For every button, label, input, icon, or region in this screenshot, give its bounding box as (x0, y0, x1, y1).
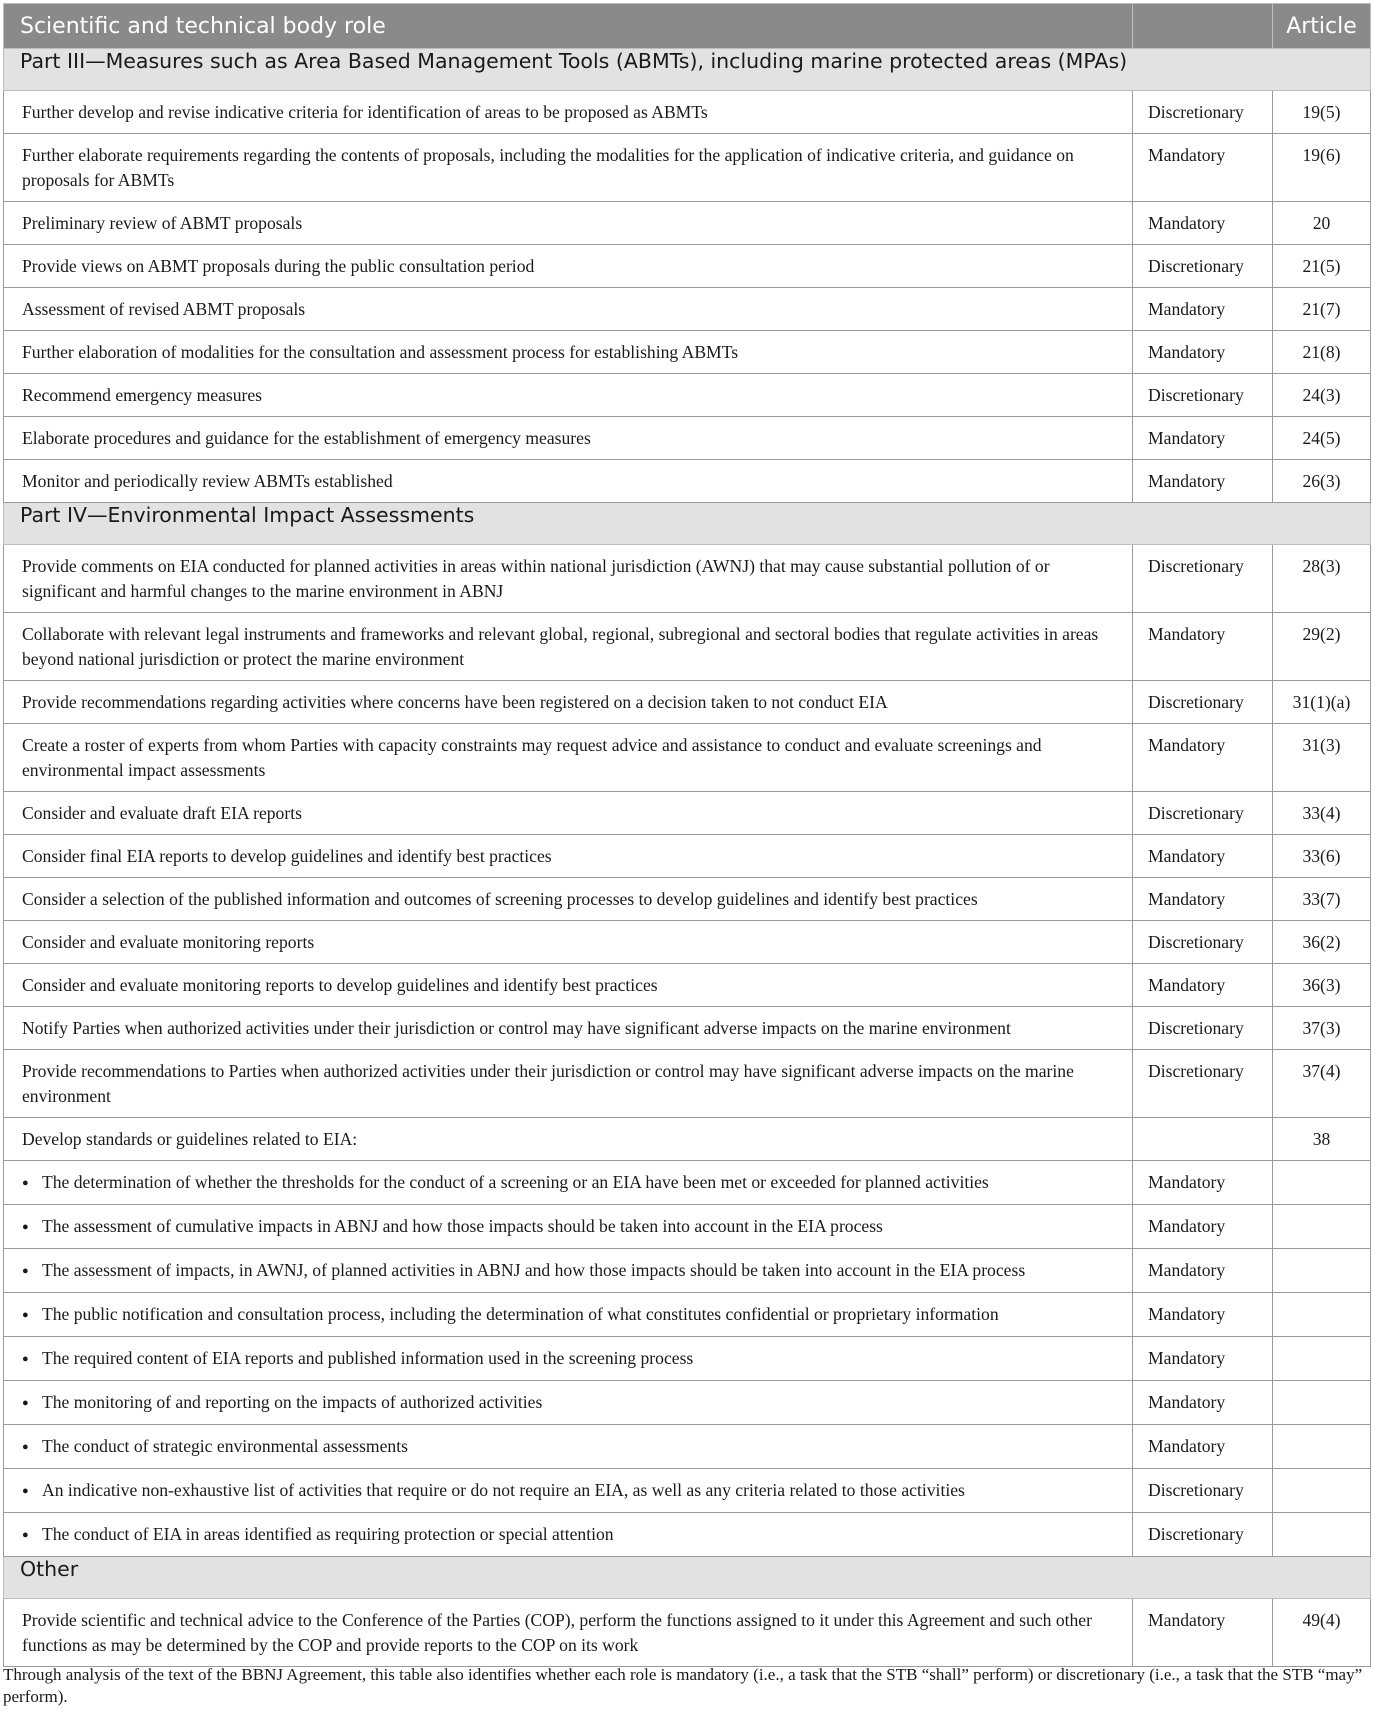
role-text: Provide scientific and technical advice to the Conference of the Parties (COP), perform the functions assigned to it under this Agreement and such other functions as may be determined by the COP and provide reports to the COP on its work (22, 1610, 1092, 1655)
role-cell (4, 374, 1133, 417)
role-text: Consider and evaluate monitoring reports to develop guidelines and identify best practices (22, 975, 658, 995)
role-type-cell: Discretionary (1133, 545, 1273, 613)
role-cell (4, 331, 1133, 374)
role-text: The monitoring of and reporting on the impacts of authorized activities (42, 1392, 543, 1412)
role-text: Preliminary review of ABMT proposals (22, 213, 303, 233)
article-cell: 21(7) (1273, 288, 1371, 331)
role-type-cell: Mandatory (1133, 202, 1273, 245)
section-title: Part IV—Environmental Impact Assessments (4, 503, 1371, 545)
role-cell (4, 1205, 1133, 1249)
header-type (1133, 4, 1273, 49)
role-cell (4, 134, 1133, 202)
role-text: Consider final EIA reports to develop guidelines and identify best practices (22, 846, 552, 866)
role-text: Monitor and periodically review ABMTs established (22, 471, 393, 491)
section-title: Other (4, 1557, 1371, 1599)
table-row (4, 964, 1371, 1007)
role-text: The determination of whether the thresholds for the conduct of a screening or an EIA have been met or exceeded for planned activities (42, 1172, 989, 1192)
article-cell: 19(6) (1273, 134, 1371, 202)
role-cell (4, 1425, 1133, 1469)
bullet-icon: ● (22, 1353, 29, 1365)
table-row (4, 545, 1371, 613)
role-cell (4, 417, 1133, 460)
role-cell (4, 724, 1133, 792)
role-type-cell: Mandatory (1133, 835, 1273, 878)
role-cell (4, 1050, 1133, 1118)
table-row (4, 878, 1371, 921)
table-row (4, 1118, 1371, 1161)
role-type-cell: Discretionary (1133, 921, 1273, 964)
role-text: The assessment of cumulative impacts in ABNJ and how those impacts should be taken into account in the EIA process (42, 1216, 883, 1236)
role-text: Consider and evaluate draft EIA reports (22, 803, 302, 823)
article-cell: 24(5) (1273, 417, 1371, 460)
article-cell: 21(5) (1273, 245, 1371, 288)
table-row (4, 1050, 1371, 1118)
table-row (4, 1599, 1371, 1667)
role-text: An indicative non-exhaustive list of activities that require or do not require an EIA, as well as any criteria related to those activities (42, 1480, 965, 1500)
role-cell (4, 245, 1133, 288)
role-type-cell: Discretionary (1133, 1469, 1273, 1513)
role-type-cell: Discretionary (1133, 792, 1273, 835)
table-container (3, 3, 1370, 1667)
bullet-icon: ● (22, 1529, 29, 1541)
role-cell (4, 878, 1133, 921)
role-cell (4, 1007, 1133, 1050)
role-type-cell: Mandatory (1133, 331, 1273, 374)
role-type-cell: Discretionary (1133, 245, 1273, 288)
article-cell: 19(5) (1273, 91, 1371, 134)
table-row (4, 921, 1371, 964)
role-text: Provide recommendations to Parties when authorized activities under their jurisdiction or control may have significant adverse impacts on the marine environment (22, 1061, 1074, 1106)
role-cell (4, 681, 1133, 724)
role-type-cell: Mandatory (1133, 1599, 1273, 1667)
article-cell: 33(6) (1273, 835, 1371, 878)
role-type-cell: Mandatory (1133, 1293, 1273, 1337)
table-row (4, 417, 1371, 460)
article-cell: 36(2) (1273, 921, 1371, 964)
role-type-cell: Mandatory (1133, 134, 1273, 202)
role-cell (4, 202, 1133, 245)
article-cell: 38 (1273, 1118, 1371, 1161)
bullet-icon: ● (22, 1309, 29, 1321)
role-type-cell: Mandatory (1133, 460, 1273, 503)
article-cell: 20 (1273, 202, 1371, 245)
article-cell (1273, 1381, 1371, 1425)
table-row (4, 460, 1371, 503)
section-header-row (4, 49, 1371, 91)
table-row (4, 202, 1371, 245)
role-type-cell: Mandatory (1133, 1205, 1273, 1249)
role-text: Collaborate with relevant legal instruments and frameworks and relevant global, regional, subregional and sectoral bodies that regulate activities in areas beyond national jurisdiction or protect the marine environment (22, 624, 1099, 669)
article-cell (1273, 1469, 1371, 1513)
role-text: Further elaborate requirements regarding the contents of proposals, including the modalities for the application of indicative criteria, and guidance on proposals for ABMTs (22, 145, 1074, 190)
role-cell (4, 288, 1133, 331)
role-type-cell: Discretionary (1133, 1513, 1273, 1557)
role-cell (4, 1293, 1133, 1337)
bullet-icon: ● (22, 1177, 29, 1189)
role-text: The conduct of strategic environmental assessments (42, 1436, 408, 1456)
table-footnote: Through analysis of the text of the BBNJ Agreement, this table also identifies whether each role is mandatory (i.e., a task that the STB “shall” perform) or discretionary (i.e., a task that the STB “may” perform). (3, 1665, 1363, 1706)
table-row (4, 288, 1371, 331)
role-text: Notify Parties when authorized activities under their jurisdiction or control may have significant adverse impacts on the marine environment (22, 1018, 1011, 1038)
role-type-cell: Mandatory (1133, 1161, 1273, 1205)
role-cell (4, 1599, 1133, 1667)
role-text: Recommend emergency measures (22, 385, 263, 405)
role-type-cell: Mandatory (1133, 964, 1273, 1007)
table-row (4, 681, 1371, 724)
role-cell (4, 1118, 1133, 1161)
role-cell (4, 1381, 1133, 1425)
role-cell (4, 835, 1133, 878)
article-cell: 36(3) (1273, 964, 1371, 1007)
article-cell: 24(3) (1273, 374, 1371, 417)
role-type-cell: Discretionary (1133, 1050, 1273, 1118)
role-text: Further elaboration of modalities for the consultation and assessment process for establishing ABMTs (22, 342, 739, 362)
role-type-cell: Mandatory (1133, 1249, 1273, 1293)
role-cell (4, 964, 1133, 1007)
role-cell (4, 91, 1133, 134)
article-cell (1273, 1337, 1371, 1381)
role-cell (4, 1469, 1133, 1513)
article-cell (1273, 1249, 1371, 1293)
role-cell (4, 613, 1133, 681)
role-type-cell: Discretionary (1133, 681, 1273, 724)
role-text: Create a roster of experts from whom Parties with capacity constraints may request advice and assistance to conduct and evaluate screenings and environmental impact assessments (22, 735, 1042, 780)
bullet-icon: ● (22, 1485, 29, 1497)
table-row (4, 1425, 1371, 1469)
role-text: Further develop and revise indicative criteria for identification of areas to be proposed as ABMTs (22, 102, 708, 122)
role-text: Assessment of revised ABMT proposals (22, 299, 306, 319)
role-type-cell: Mandatory (1133, 1425, 1273, 1469)
role-text: Provide comments on EIA conducted for planned activities in areas within national jurisdiction (AWNJ) that may cause substantial pollution of or significant and harmful changes to the marine environment in ABNJ (22, 556, 1050, 601)
role-text: Develop standards or guidelines related to EIA: (22, 1129, 358, 1149)
article-cell (1273, 1513, 1371, 1557)
article-cell: 33(7) (1273, 878, 1371, 921)
table-row (4, 835, 1371, 878)
article-cell: 49(4) (1273, 1599, 1371, 1667)
table-row (4, 1205, 1371, 1249)
article-cell (1273, 1205, 1371, 1249)
role-type-cell: Mandatory (1133, 613, 1273, 681)
role-type-cell: Discretionary (1133, 1007, 1273, 1050)
role-type-cell: Mandatory (1133, 724, 1273, 792)
article-cell: 28(3) (1273, 545, 1371, 613)
role-text: Provide recommendations regarding activities where concerns have been registered on a decision taken to not conduct EIA (22, 692, 888, 712)
article-cell: 21(8) (1273, 331, 1371, 374)
role-text: The conduct of EIA in areas identified as requiring protection or special attention (42, 1524, 614, 1544)
role-type-cell: Mandatory (1133, 1337, 1273, 1381)
role-cell (4, 545, 1133, 613)
section-title: Part III—Measures such as Area Based Management Tools (ABMTs), including marine protected areas (MPAs) (4, 49, 1371, 91)
role-cell (4, 460, 1133, 503)
table-body (4, 49, 1371, 1667)
section-header-row (4, 503, 1371, 545)
role-text: Consider a selection of the published information and outcomes of screening processes to develop guidelines and identify best practices (22, 889, 978, 909)
table-row (4, 792, 1371, 835)
table-row (4, 724, 1371, 792)
role-cell (4, 1337, 1133, 1381)
table-row (4, 374, 1371, 417)
role-type-cell: Discretionary (1133, 374, 1273, 417)
role-type-cell: Discretionary (1133, 91, 1273, 134)
table-row (4, 1007, 1371, 1050)
header-role: Scientific and technical body role (4, 4, 1133, 49)
role-text: Elaborate procedures and guidance for the establishment of emergency measures (22, 428, 591, 448)
role-type-cell (1133, 1118, 1273, 1161)
table-row (4, 1513, 1371, 1557)
header-row (4, 4, 1371, 49)
table-row (4, 331, 1371, 374)
article-cell: 26(3) (1273, 460, 1371, 503)
table-row (4, 1293, 1371, 1337)
bullet-icon: ● (22, 1221, 29, 1233)
table-row (4, 1381, 1371, 1425)
role-cell (4, 1513, 1133, 1557)
role-type-cell: Mandatory (1133, 878, 1273, 921)
role-cell (4, 1161, 1133, 1205)
role-type-cell: Mandatory (1133, 1381, 1273, 1425)
article-cell (1273, 1293, 1371, 1337)
table-row (4, 1161, 1371, 1205)
bullet-icon: ● (22, 1441, 29, 1453)
article-cell: 31(3) (1273, 724, 1371, 792)
header-article: Article (1273, 4, 1371, 49)
table-row (4, 1249, 1371, 1293)
role-type-cell: Mandatory (1133, 417, 1273, 460)
role-cell (4, 921, 1133, 964)
article-cell: 29(2) (1273, 613, 1371, 681)
article-cell (1273, 1161, 1371, 1205)
article-cell: 37(4) (1273, 1050, 1371, 1118)
role-text: The public notification and consultation process, including the determination of what constitutes confidential or proprietary information (42, 1304, 999, 1324)
table-row (4, 245, 1371, 288)
bullet-icon: ● (22, 1265, 29, 1277)
section-header-row (4, 1557, 1371, 1599)
article-cell: 37(3) (1273, 1007, 1371, 1050)
article-cell: 31(1)(a) (1273, 681, 1371, 724)
bullet-icon: ● (22, 1397, 29, 1409)
role-cell (4, 792, 1133, 835)
article-cell: 33(4) (1273, 792, 1371, 835)
stb-roles-table (3, 3, 1371, 1667)
role-text: Provide views on ABMT proposals during the public consultation period (22, 256, 535, 276)
article-cell (1273, 1425, 1371, 1469)
role-type-cell: Mandatory (1133, 288, 1273, 331)
role-cell (4, 1249, 1133, 1293)
table-row (4, 134, 1371, 202)
table-row (4, 613, 1371, 681)
table-row (4, 91, 1371, 134)
role-text: Consider and evaluate monitoring reports (22, 932, 315, 952)
role-text: The assessment of impacts, in AWNJ, of planned activities in ABNJ and how those impacts should be taken into account in the EIA process (42, 1260, 1026, 1280)
table-row (4, 1337, 1371, 1381)
role-text: The required content of EIA reports and published information used in the screening process (42, 1348, 694, 1368)
table-row (4, 1469, 1371, 1513)
